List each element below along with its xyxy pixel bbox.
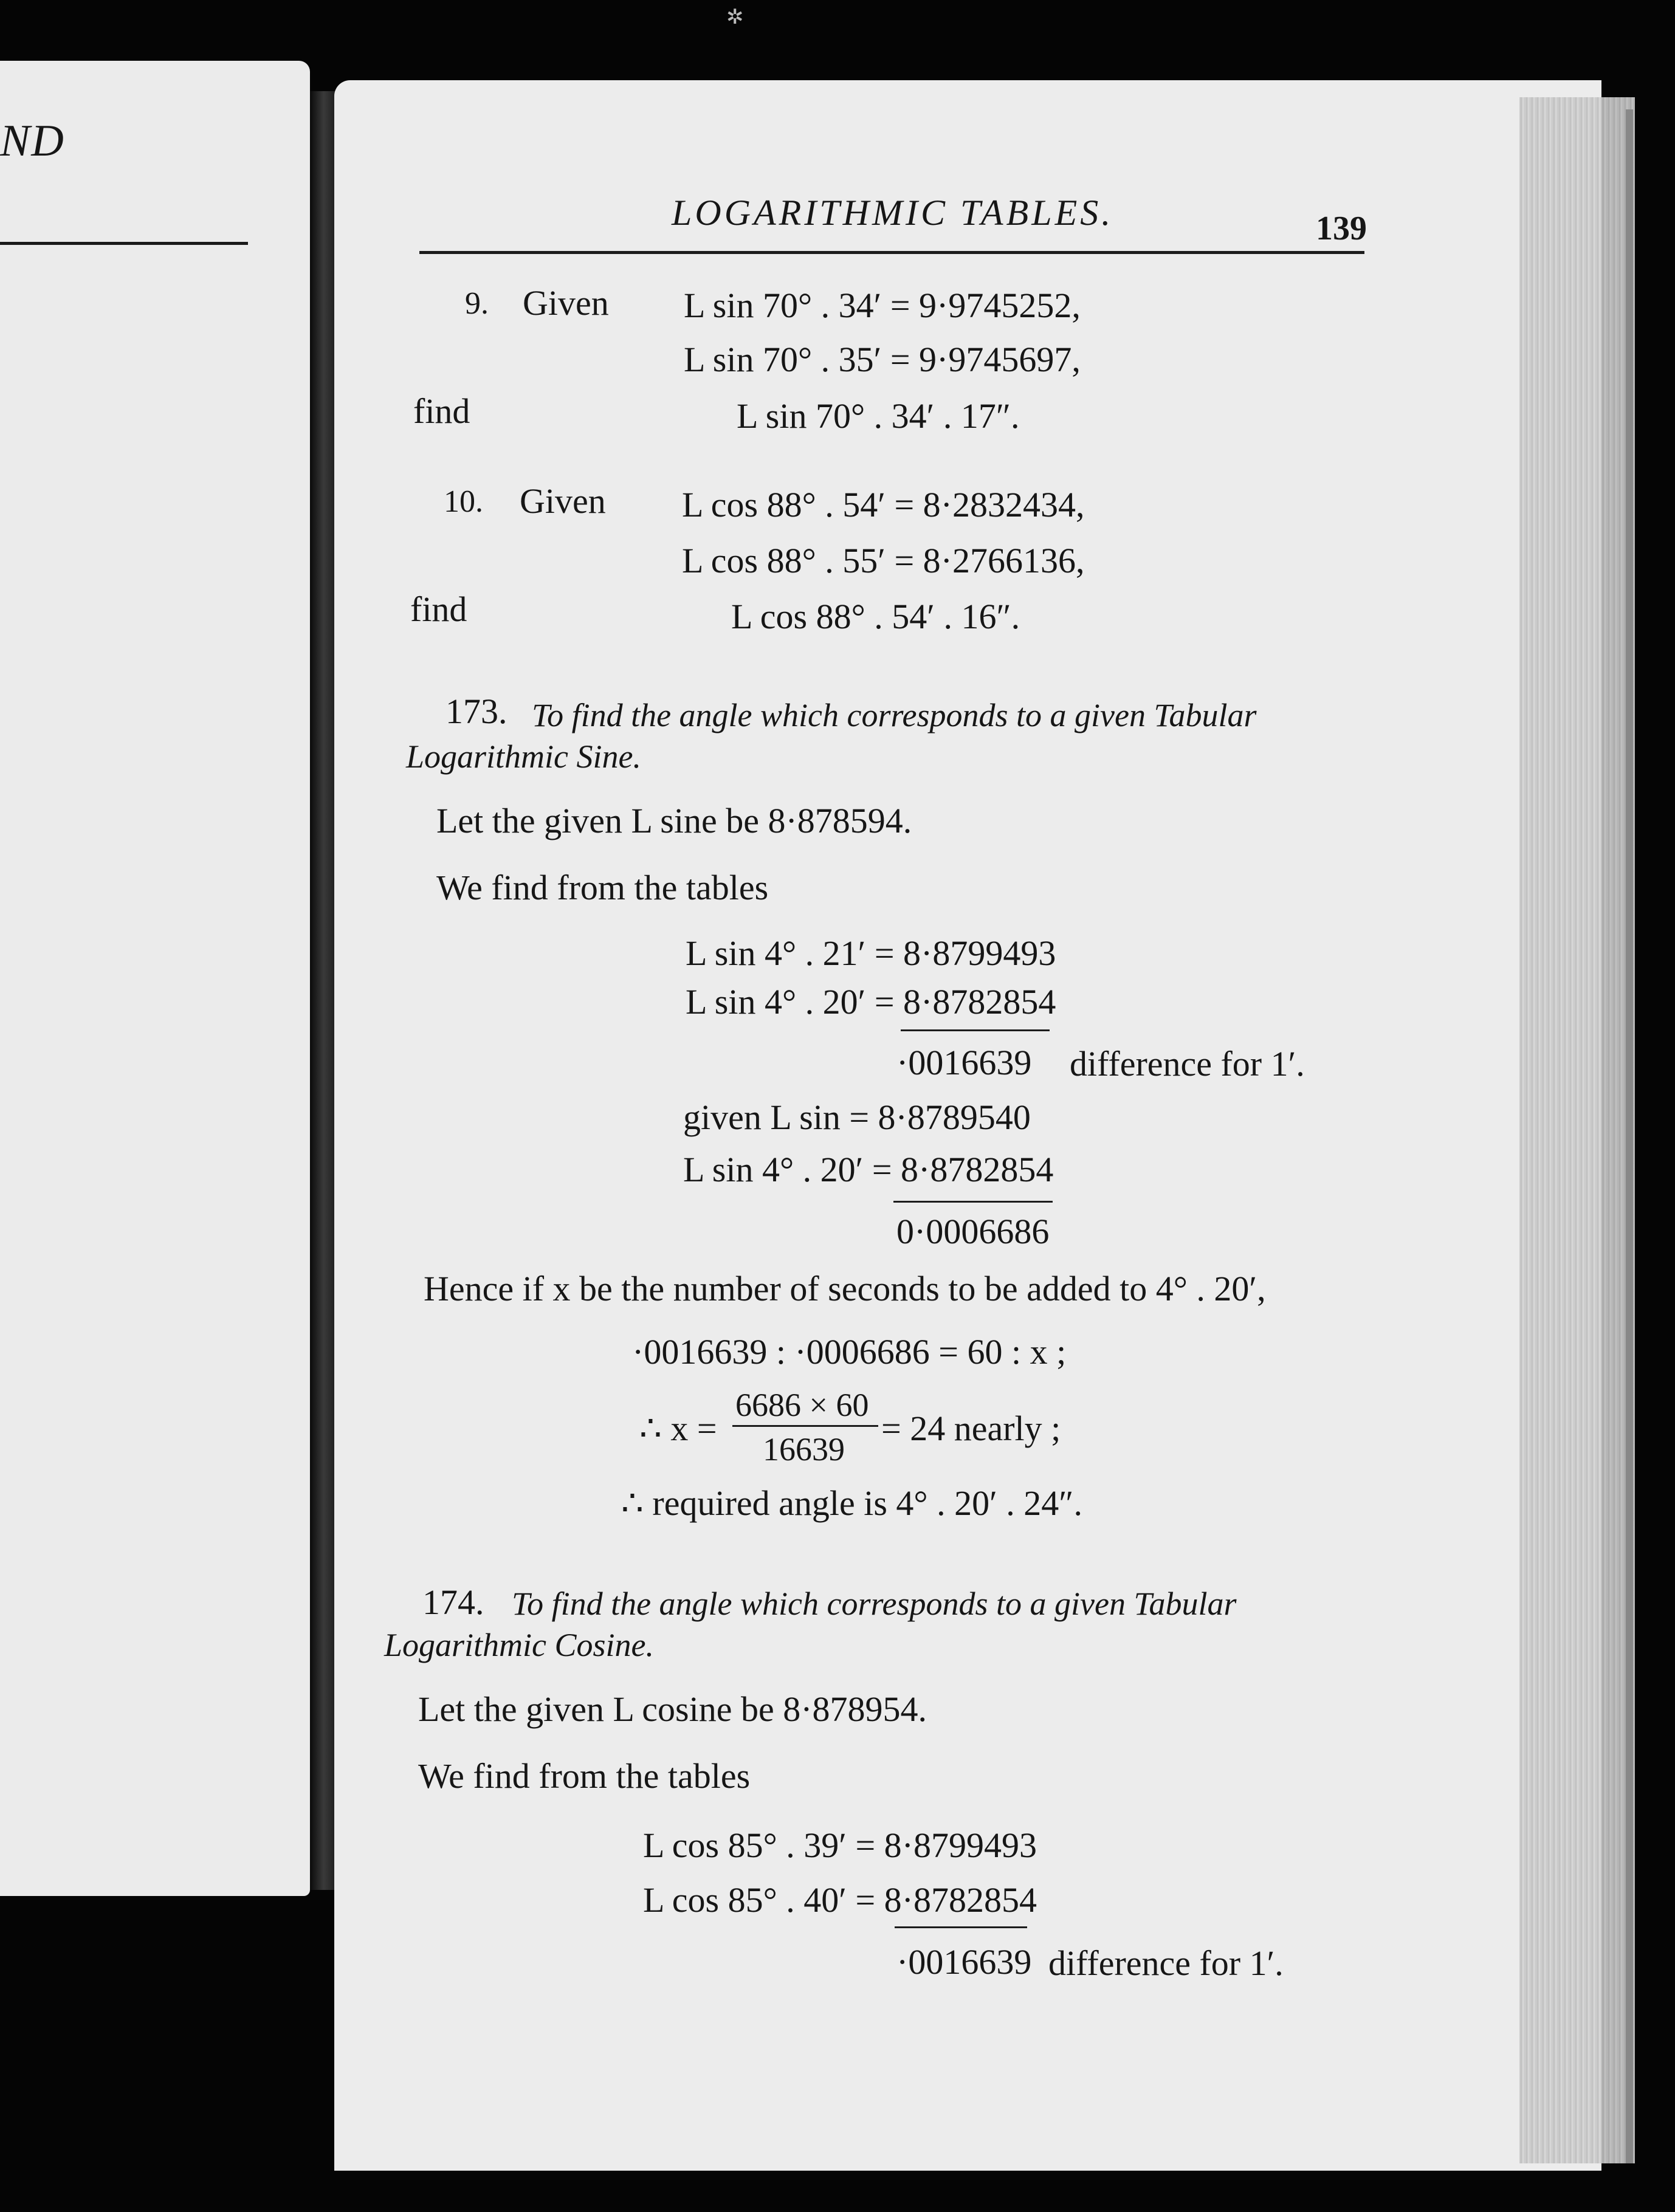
exercise-9-line-3: L sin 70° . 34′ . 17″. xyxy=(737,396,1020,436)
left-page-header-fragment: ND xyxy=(0,116,65,166)
section-173-paragraph-2: We find from the tables xyxy=(436,868,769,907)
section-174-number: 174. xyxy=(422,1582,484,1622)
section-173-fraction-numerator: 6686 × 60 xyxy=(735,1387,869,1423)
exercise-10-number: 10. xyxy=(444,484,483,519)
page-edges xyxy=(1519,97,1635,2163)
section-174-title-line-1: To find the angle which corresponds to a given Tabular xyxy=(512,1585,1237,1622)
section-173-underline-2 xyxy=(893,1201,1053,1203)
section-173-ratio: ·0016639 : ·0006686 = 60 : x ; xyxy=(632,1332,1067,1372)
section-173-therefore-x: ∴ x = xyxy=(639,1409,717,1448)
scan-speck: ✲ xyxy=(726,6,744,29)
section-174-difference-value: ·0016639 xyxy=(896,1942,1032,1982)
section-173-calc-line-2: L sin 4° . 20′ = 8·8782854 xyxy=(686,982,1056,1022)
section-173-calc-line-4: L sin 4° . 20′ = 8·8782854 xyxy=(683,1150,1054,1189)
exercise-9-given: Given xyxy=(523,283,609,323)
section-173-paragraph-1: Let the given L sine be 8·878594. xyxy=(436,801,912,840)
section-173-underline-1 xyxy=(901,1029,1050,1031)
section-173-calc-line-1: L sin 4° . 21′ = 8·8799493 xyxy=(686,933,1056,973)
section-173-equation-result: = 24 nearly ; xyxy=(881,1409,1061,1448)
running-header-title: LOGARITHMIC TABLES. xyxy=(672,193,1114,233)
section-173-required-angle: ∴ required angle is 4° . 20′ . 24″. xyxy=(621,1483,1082,1523)
section-173-title-line-2: Logarithmic Sine. xyxy=(406,738,641,775)
exercise-9-find: find xyxy=(413,391,470,431)
header-rule xyxy=(419,251,1364,254)
exercise-10-line-1: L cos 88° . 54′ = 8·2832434, xyxy=(682,485,1085,524)
page-number: 139 xyxy=(1316,210,1367,247)
section-173-fraction-denominator: 16639 xyxy=(763,1431,845,1468)
exercise-9-number: 9. xyxy=(465,286,489,321)
section-173-hence: Hence if x be the number of seconds to be added to 4° . 20′, xyxy=(424,1269,1266,1308)
exercise-10-line-2: L cos 88° . 55′ = 8·2766136, xyxy=(682,541,1085,580)
section-173-difference-label: difference for 1′. xyxy=(1070,1044,1305,1084)
exercise-10-find: find xyxy=(410,589,467,629)
section-173-fraction-bar xyxy=(732,1425,878,1427)
section-174-calc-line-1: L cos 85° . 39′ = 8·8799493 xyxy=(643,1826,1037,1865)
left-page-header-rule xyxy=(0,242,248,245)
section-173-difference-value: ·0016639 xyxy=(896,1043,1032,1082)
section-173-calc-line-3: given L sin = 8·8789540 xyxy=(683,1097,1031,1137)
section-173-result: 0·0006686 xyxy=(896,1212,1050,1251)
section-173-title-line-1: To find the angle which corresponds to a given Tabular xyxy=(532,697,1257,733)
section-174-paragraph-2: We find from the tables xyxy=(418,1756,751,1796)
exercise-10-line-3: L cos 88° . 54′ . 16″. xyxy=(731,597,1020,636)
exercise-9-line-2: L sin 70° . 35′ = 9·9745697, xyxy=(684,340,1081,379)
exercise-10-given: Given xyxy=(520,481,606,521)
section-174-title-line-2: Logarithmic Cosine. xyxy=(384,1627,655,1663)
section-174-underline xyxy=(895,1926,1027,1928)
exercise-9-line-1: L sin 70° . 34′ = 9·9745252, xyxy=(684,286,1081,325)
section-173-number: 173. xyxy=(445,692,507,731)
section-174-difference-label: difference for 1′. xyxy=(1048,1943,1284,1983)
left-page xyxy=(0,61,310,1896)
section-174-calc-line-2: L cos 85° . 40′ = 8·8782854 xyxy=(643,1880,1037,1920)
page-edge-shadow xyxy=(1626,109,1633,2163)
section-174-paragraph-1: Let the given L cosine be 8·878954. xyxy=(418,1689,927,1729)
